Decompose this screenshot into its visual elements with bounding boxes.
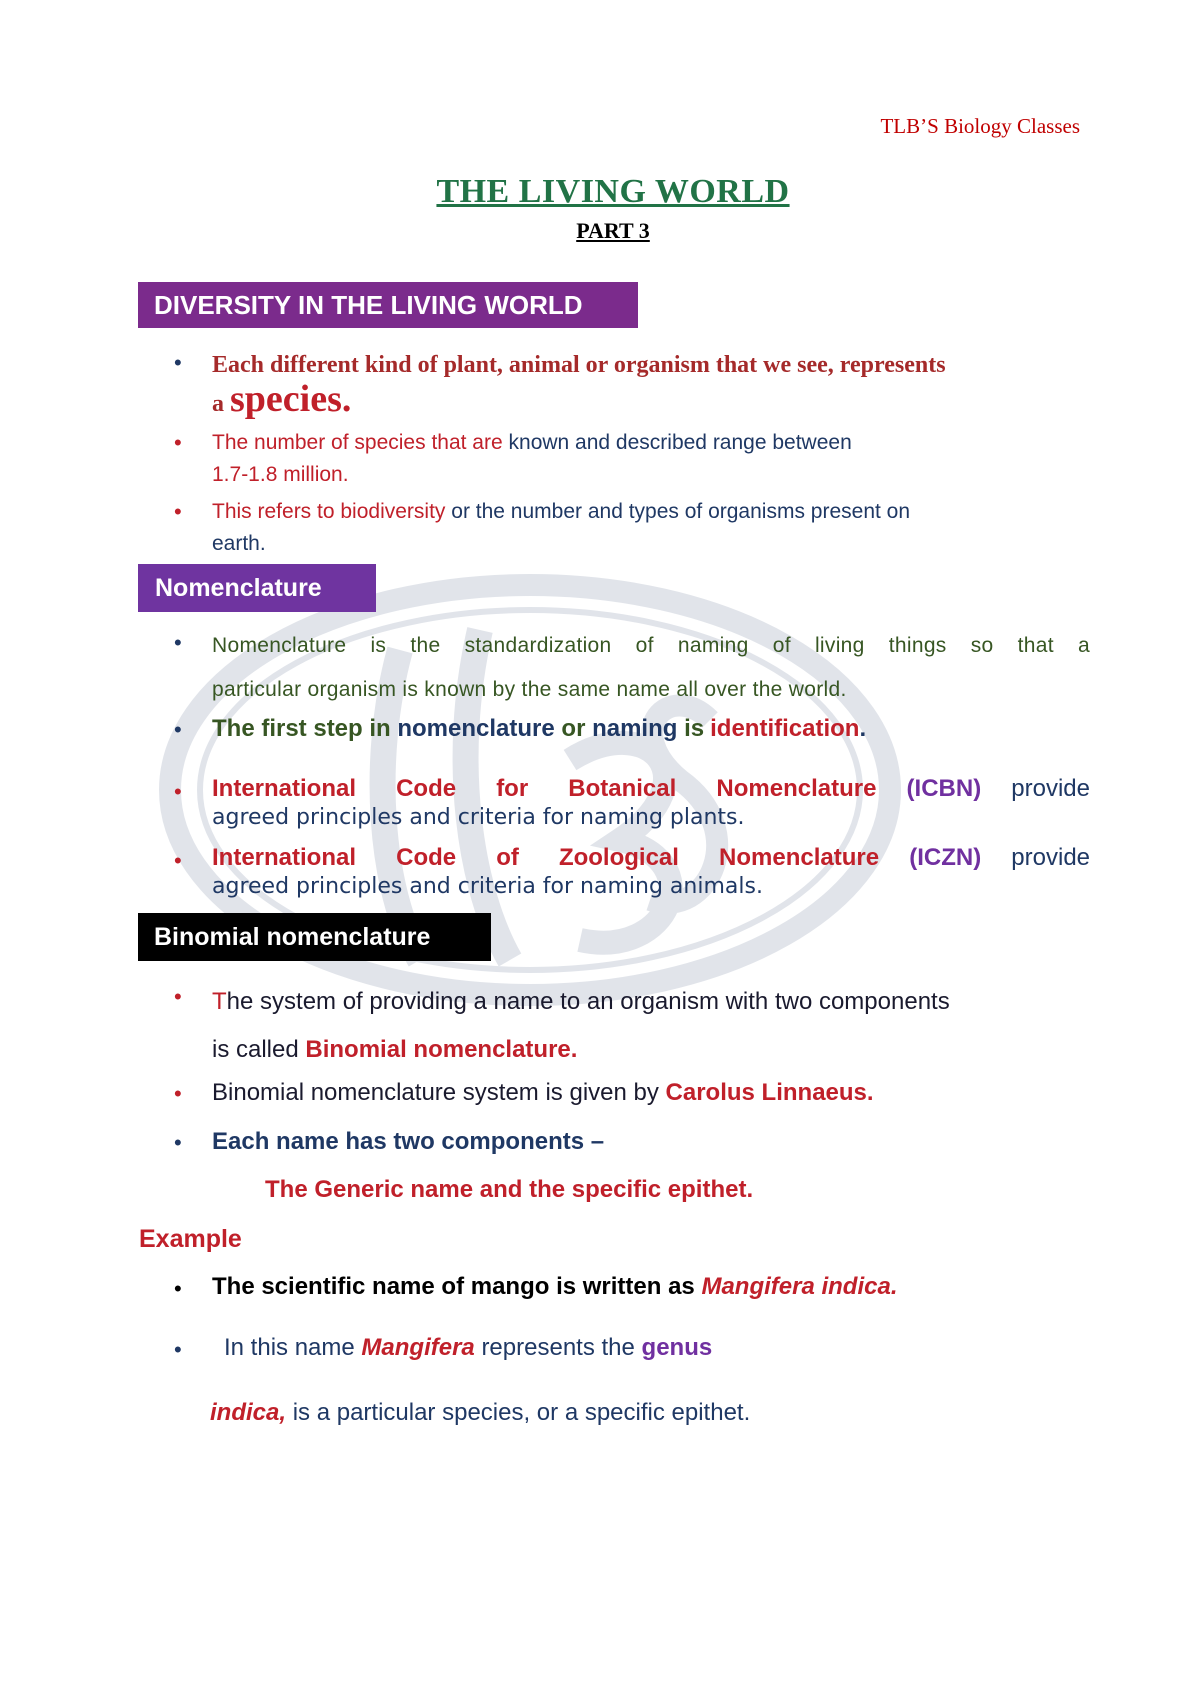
bullet-icon: • xyxy=(174,848,182,873)
section-heading-nomenclature: Nomenclature xyxy=(138,564,376,612)
item-text: provide xyxy=(1011,844,1091,871)
item-text: is a particular species, or a specific epithet. xyxy=(292,1399,751,1426)
keyword-linnaeus: Carolus Linnaeus. xyxy=(665,1079,874,1106)
item-text: Binomial nomenclature system is given by xyxy=(212,1079,659,1106)
page-subtitle: PART 3 xyxy=(576,218,650,243)
example-label: Example xyxy=(139,1225,242,1253)
list-item xyxy=(212,1270,1090,1304)
list-item: Each name has two components – xyxy=(212,1128,605,1155)
item-line xyxy=(212,1026,1090,1074)
bullet-icon: • xyxy=(174,1081,182,1106)
item-text: International Code for Botanical Nomenclature xyxy=(212,775,877,802)
keyword-binomial: Binomial nomenclature. xyxy=(305,1036,578,1063)
genus-name: Mangifera xyxy=(361,1334,475,1361)
item-text: This refers to biodiversity xyxy=(212,500,446,523)
abbr-iczn: (ICZN) xyxy=(909,844,982,871)
list-item xyxy=(212,1076,1090,1110)
abbr-icbn: (ICBN) xyxy=(906,775,982,802)
bullet-icon: • xyxy=(174,1337,182,1362)
item-text: The number of species that are xyxy=(212,431,503,454)
section-heading-diversity: DIVERSITY IN THE LIVING WORLD xyxy=(138,282,638,328)
bullet-icon: • xyxy=(174,499,182,524)
item-text: a xyxy=(212,391,224,417)
list-item xyxy=(212,843,1090,901)
bullet-icon: • xyxy=(174,717,182,742)
item-text: is xyxy=(684,715,705,742)
bullet-icon: • xyxy=(174,984,182,1009)
item-line xyxy=(212,978,1090,1026)
keyword-identification: identification xyxy=(710,715,860,742)
item-text: earth. xyxy=(212,532,266,555)
item-text: known and described range between xyxy=(508,431,852,454)
item-text: T xyxy=(212,988,227,1015)
item-text: represents the xyxy=(481,1334,635,1361)
page-title: THE LIVING WORLD xyxy=(436,173,790,210)
item-text: The scientific name of mango is written as xyxy=(212,1273,695,1300)
item-text: 1.7-1.8 million. xyxy=(212,463,349,486)
bullet-icon: • xyxy=(174,350,182,375)
item-text: is called xyxy=(212,1036,299,1063)
item-text: he system of providing a name to an organism with two components xyxy=(226,988,950,1015)
keyword-genus: genus xyxy=(641,1334,713,1361)
section-heading-binomial: Binomial nomenclature xyxy=(138,913,491,961)
item-line xyxy=(212,774,1090,803)
item-text: or xyxy=(561,715,586,742)
item-text: Each different kind of plant, animal or organism that we see, represents xyxy=(212,352,946,378)
bullet-icon: • xyxy=(174,1276,182,1301)
item-text: particular organism is known by the same name all over the world. xyxy=(212,678,847,701)
bullet-icon: • xyxy=(174,630,182,655)
list-item xyxy=(212,624,1090,712)
list-item xyxy=(212,712,1090,746)
item-text: . xyxy=(859,715,867,742)
item-text: naming xyxy=(592,715,678,742)
list-item xyxy=(212,348,1090,421)
item-text: agreed principles and criteria for naming plants. xyxy=(212,805,745,830)
item-text: Nomenclature is the standardization of naming of living things so that a xyxy=(212,634,1090,657)
item-text: International Code of Zoological Nomenclature xyxy=(212,844,880,871)
species-name: indica, xyxy=(210,1399,287,1426)
list-item xyxy=(212,427,1090,491)
sub-text-generic-specific: The Generic name and the specific epithet. xyxy=(265,1176,754,1203)
item-text: The first step in xyxy=(212,715,391,742)
list-item xyxy=(224,1331,1102,1365)
item-line xyxy=(212,843,1090,872)
scientific-name: Mangifera indica. xyxy=(701,1273,898,1300)
keyword-species: species. xyxy=(230,378,352,420)
bullet-icon: • xyxy=(174,430,182,455)
item-text: In this name xyxy=(224,1334,355,1361)
bullet-icon: • xyxy=(174,1130,182,1155)
example-line xyxy=(210,1396,750,1430)
item-text: agreed principles and criteria for naming animals. xyxy=(212,874,763,899)
bullet-icon: • xyxy=(174,779,182,804)
header-note: TLB’S Biology Classes xyxy=(880,114,1080,138)
list-item xyxy=(212,978,1090,1074)
item-text: nomenclature xyxy=(397,715,555,742)
item-text: or the number and types of organisms present on xyxy=(451,500,911,523)
list-item xyxy=(212,774,1090,832)
list-item xyxy=(212,496,1090,560)
item-text: provide xyxy=(1011,775,1090,802)
